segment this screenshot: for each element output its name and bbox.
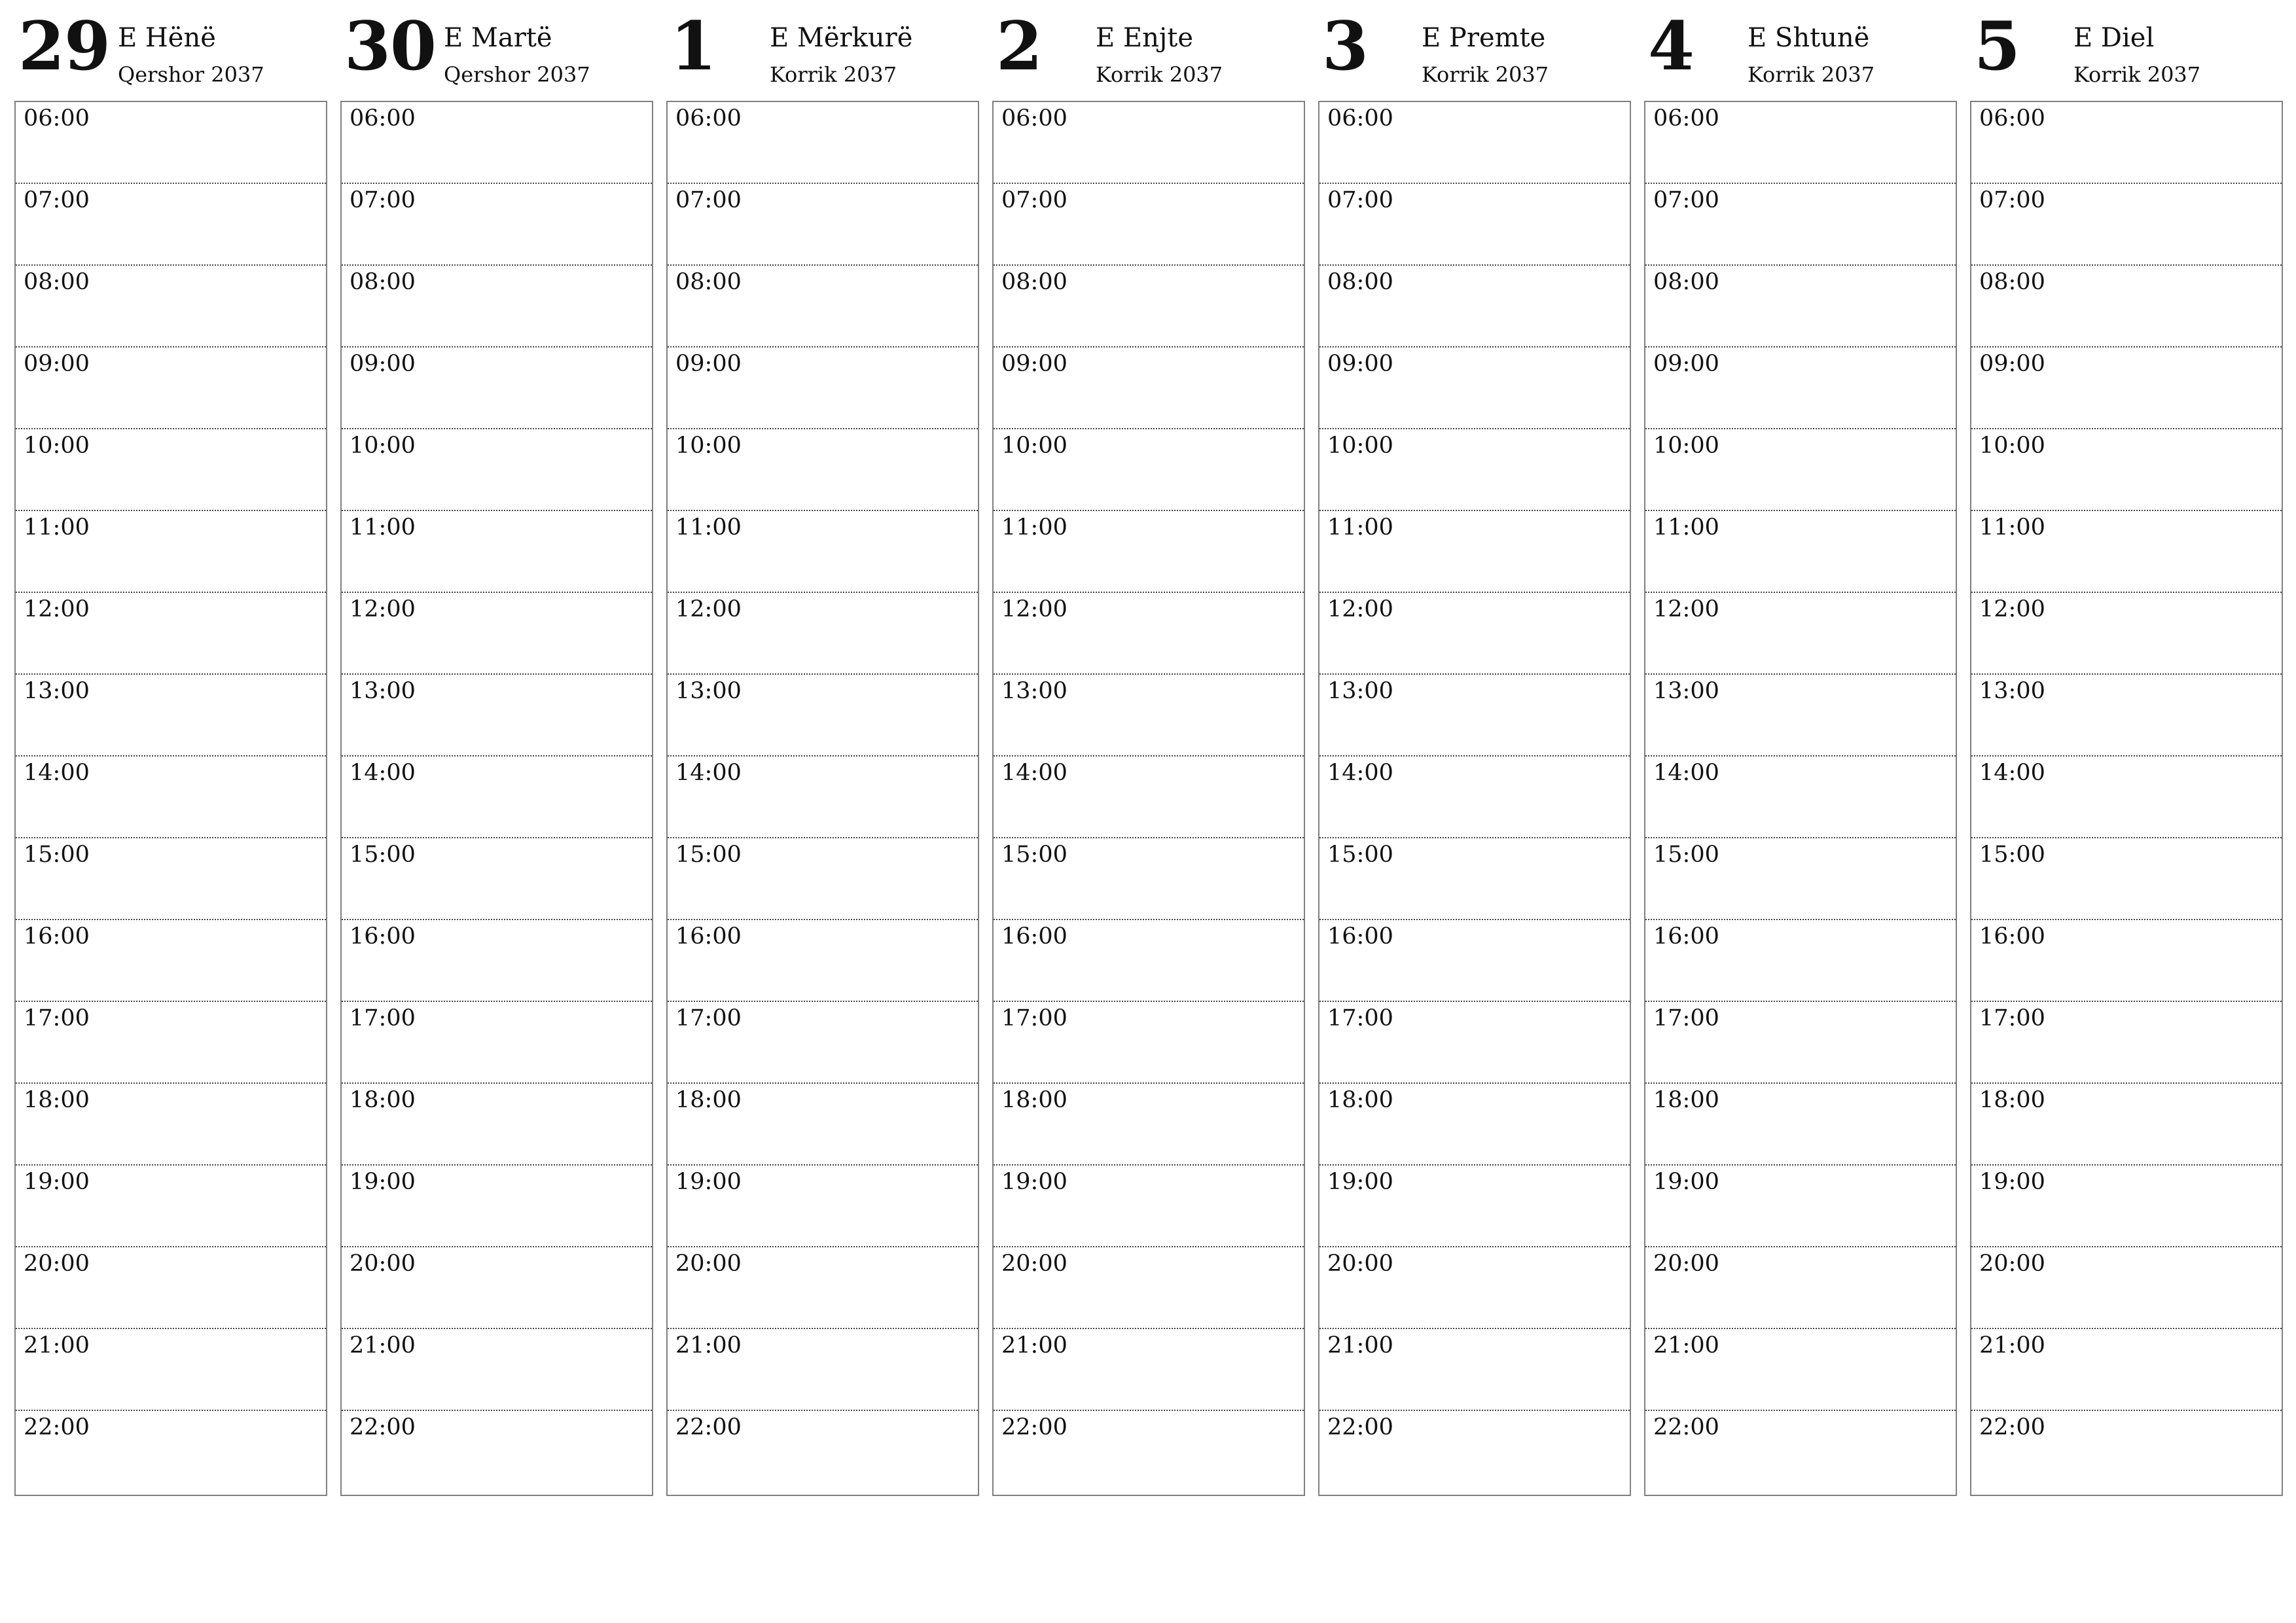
time-slot[interactable]	[16, 1166, 326, 1247]
time-label: 16:00	[1979, 923, 2045, 950]
time-slot[interactable]	[342, 838, 652, 920]
time-slot[interactable]	[1319, 184, 1630, 266]
time-slot[interactable]	[1645, 102, 1956, 184]
time-slot[interactable]	[1971, 348, 2282, 429]
time-slot[interactable]	[1319, 1329, 1630, 1411]
time-label: 12:00	[1979, 596, 2045, 622]
time-label: 09:00	[675, 351, 742, 377]
time-slot[interactable]	[16, 511, 326, 593]
time-slot[interactable]	[342, 675, 652, 757]
time-slot[interactable]	[1971, 1084, 2282, 1166]
time-slot[interactable]	[342, 757, 652, 838]
day-header	[14, 0, 327, 99]
time-label: 22:00	[675, 1414, 742, 1440]
schedule-box	[992, 101, 1305, 1496]
time-slot[interactable]	[16, 1084, 326, 1166]
time-slot[interactable]	[994, 348, 1304, 429]
time-slot[interactable]	[1645, 1411, 1956, 1493]
time-label: 06:00	[1979, 105, 2045, 132]
time-slot[interactable]	[342, 1002, 652, 1084]
time-label: 14:00	[675, 760, 742, 786]
time-slot[interactable]	[1645, 1247, 1956, 1329]
time-slot[interactable]	[668, 429, 978, 511]
time-slot[interactable]	[1971, 593, 2282, 675]
time-label: 15:00	[1653, 842, 1719, 868]
time-slot[interactable]	[1319, 1247, 1630, 1329]
time-label: 06:00	[24, 105, 90, 132]
time-slot[interactable]	[1971, 266, 2282, 348]
time-slot[interactable]	[994, 838, 1304, 920]
month-year: Korrik 2037	[1748, 62, 1875, 87]
time-slot[interactable]	[16, 675, 326, 757]
time-label: 18:00	[1001, 1087, 1067, 1113]
time-label: 20:00	[1327, 1251, 1393, 1277]
time-slot[interactable]	[994, 593, 1304, 675]
time-slot[interactable]	[342, 1411, 652, 1493]
time-slot[interactable]	[1645, 348, 1956, 429]
time-label: 15:00	[1327, 842, 1393, 868]
time-slot[interactable]	[1971, 838, 2282, 920]
day-column	[992, 0, 1305, 1440]
time-label: 14:00	[1327, 760, 1393, 786]
time-label: 10:00	[24, 433, 90, 459]
time-slot[interactable]	[1645, 429, 1956, 511]
time-label: 08:00	[24, 269, 90, 295]
schedule-box	[1644, 101, 1957, 1496]
time-slot[interactable]	[1319, 675, 1630, 757]
time-label: 20:00	[1653, 1251, 1719, 1277]
time-slot[interactable]	[342, 429, 652, 511]
day-header	[666, 0, 979, 99]
time-slot[interactable]	[1319, 838, 1630, 920]
time-label: 20:00	[24, 1251, 90, 1277]
time-slot[interactable]	[668, 920, 978, 1002]
time-label: 11:00	[1001, 514, 1067, 541]
time-label: 13:00	[24, 678, 90, 704]
time-label: 09:00	[1001, 351, 1067, 377]
time-slot[interactable]	[16, 1411, 326, 1493]
time-label: 15:00	[350, 842, 416, 868]
time-slot[interactable]	[994, 757, 1304, 838]
time-label: 17:00	[1001, 1005, 1067, 1031]
weekday-name: E Diel	[2073, 23, 2155, 53]
time-label: 10:00	[1653, 433, 1719, 459]
time-slot[interactable]	[668, 1247, 978, 1329]
time-slot[interactable]	[1319, 1002, 1630, 1084]
day-number: 2	[996, 7, 1042, 86]
day-column	[1970, 0, 2283, 1440]
time-slot[interactable]	[994, 266, 1304, 348]
time-label: 14:00	[350, 760, 416, 786]
schedule-box	[1970, 101, 2283, 1496]
day-header	[992, 0, 1305, 99]
time-slot[interactable]	[16, 429, 326, 511]
time-label: 17:00	[1653, 1005, 1719, 1031]
time-label: 13:00	[1001, 678, 1067, 704]
day-number: 3	[1322, 7, 1368, 86]
day-header	[1970, 0, 2283, 99]
time-slot[interactable]	[16, 102, 326, 184]
time-slot[interactable]	[16, 348, 326, 429]
time-label: 10:00	[1001, 433, 1067, 459]
time-slot[interactable]	[16, 593, 326, 675]
time-label: 19:00	[675, 1169, 742, 1195]
time-slot[interactable]	[1319, 102, 1630, 184]
time-label: 10:00	[675, 433, 742, 459]
time-slot[interactable]	[342, 1166, 652, 1247]
time-slot[interactable]	[668, 1329, 978, 1411]
time-label: 13:00	[1327, 678, 1393, 704]
time-label: 19:00	[350, 1169, 416, 1195]
time-slot[interactable]	[16, 184, 326, 266]
time-label: 07:00	[1327, 187, 1393, 213]
time-label: 12:00	[1001, 596, 1067, 622]
time-slot[interactable]	[342, 1247, 652, 1329]
time-slot[interactable]	[1971, 1002, 2282, 1084]
time-label: 07:00	[1979, 187, 2045, 213]
time-label: 14:00	[1979, 760, 2045, 786]
time-slot[interactable]	[1645, 593, 1956, 675]
time-slot[interactable]	[668, 675, 978, 757]
time-label: 09:00	[1653, 351, 1719, 377]
time-slot[interactable]	[342, 184, 652, 266]
time-label: 20:00	[675, 1251, 742, 1277]
time-label: 07:00	[675, 187, 742, 213]
time-slot[interactable]	[1645, 920, 1956, 1002]
time-slot[interactable]	[1971, 102, 2282, 184]
time-label: 17:00	[24, 1005, 90, 1031]
time-label: 11:00	[24, 514, 90, 541]
time-label: 15:00	[1001, 842, 1067, 868]
time-label: 09:00	[1327, 351, 1393, 377]
time-label: 06:00	[675, 105, 742, 132]
month-year: Qershor 2037	[444, 62, 590, 87]
time-slot[interactable]	[1319, 1084, 1630, 1166]
time-slot[interactable]	[994, 920, 1304, 1002]
time-label: 06:00	[350, 105, 416, 132]
time-label: 08:00	[1979, 269, 2045, 295]
month-year: Korrik 2037	[2073, 62, 2201, 87]
time-label: 18:00	[1653, 1087, 1719, 1113]
time-label: 12:00	[675, 596, 742, 622]
time-label: 22:00	[1327, 1414, 1393, 1440]
time-label: 16:00	[350, 923, 416, 950]
time-label: 20:00	[350, 1251, 416, 1277]
time-label: 21:00	[1653, 1332, 1719, 1359]
time-label: 22:00	[1979, 1414, 2045, 1440]
time-slot[interactable]	[342, 920, 652, 1002]
day-column	[340, 0, 653, 1440]
time-label: 21:00	[1327, 1332, 1393, 1359]
time-label: 15:00	[1979, 842, 2045, 868]
time-slot[interactable]	[668, 184, 978, 266]
time-label: 21:00	[24, 1332, 90, 1359]
time-slot[interactable]	[994, 1247, 1304, 1329]
month-year: Korrik 2037	[1096, 62, 1223, 87]
time-label: 12:00	[350, 596, 416, 622]
time-slot[interactable]	[1645, 1329, 1956, 1411]
time-label: 11:00	[675, 514, 742, 541]
time-slot[interactable]	[1645, 675, 1956, 757]
time-label: 10:00	[1979, 433, 2045, 459]
time-label: 12:00	[24, 596, 90, 622]
time-slot[interactable]	[994, 675, 1304, 757]
time-label: 13:00	[1979, 678, 2045, 704]
time-label: 21:00	[1001, 1332, 1067, 1359]
time-slot[interactable]	[668, 1411, 978, 1493]
time-label: 21:00	[1979, 1332, 2045, 1359]
time-slot[interactable]	[342, 348, 652, 429]
month-year: Korrik 2037	[1422, 62, 1549, 87]
time-slot[interactable]	[1319, 348, 1630, 429]
day-header	[1318, 0, 1631, 99]
time-label: 16:00	[24, 923, 90, 950]
time-slot[interactable]	[994, 511, 1304, 593]
time-slot[interactable]	[1971, 1247, 2282, 1329]
time-label: 20:00	[1001, 1251, 1067, 1277]
time-slot[interactable]	[1971, 429, 2282, 511]
time-label: 06:00	[1001, 105, 1067, 132]
time-slot[interactable]	[668, 102, 978, 184]
time-label: 18:00	[350, 1087, 416, 1113]
time-label: 21:00	[350, 1332, 416, 1359]
time-label: 13:00	[350, 678, 416, 704]
time-label: 14:00	[24, 760, 90, 786]
time-slot[interactable]	[1971, 511, 2282, 593]
time-label: 19:00	[1001, 1169, 1067, 1195]
time-slot[interactable]	[1971, 675, 2282, 757]
time-label: 22:00	[1001, 1414, 1067, 1440]
time-label: 19:00	[24, 1169, 90, 1195]
time-label: 16:00	[675, 923, 742, 950]
time-label: 06:00	[1327, 105, 1393, 132]
time-slot[interactable]	[1319, 920, 1630, 1002]
time-slot[interactable]	[1645, 1166, 1956, 1247]
time-label: 17:00	[675, 1005, 742, 1031]
time-label: 19:00	[1327, 1169, 1393, 1195]
time-slot[interactable]	[994, 1329, 1304, 1411]
time-label: 08:00	[1653, 269, 1719, 295]
time-slot[interactable]	[342, 1084, 652, 1166]
time-label: 09:00	[350, 351, 416, 377]
time-label: 22:00	[24, 1414, 90, 1440]
time-label: 18:00	[675, 1087, 742, 1113]
time-slot[interactable]	[1319, 757, 1630, 838]
time-label: 08:00	[350, 269, 416, 295]
time-label: 09:00	[1979, 351, 2045, 377]
day-number: 1	[670, 7, 716, 86]
time-slot[interactable]	[668, 593, 978, 675]
time-label: 22:00	[350, 1414, 416, 1440]
time-label: 08:00	[675, 269, 742, 295]
time-label: 09:00	[24, 351, 90, 377]
time-label: 18:00	[1327, 1087, 1393, 1113]
time-slot[interactable]	[994, 102, 1304, 184]
time-slot[interactable]	[1319, 511, 1630, 593]
time-slot[interactable]	[994, 1084, 1304, 1166]
weekday-name: E Enjte	[1096, 23, 1194, 53]
weekday-name: E Premte	[1422, 23, 1546, 53]
time-slot[interactable]	[16, 1329, 326, 1411]
time-slot[interactable]	[16, 920, 326, 1002]
day-header	[1644, 0, 1957, 99]
day-column	[14, 0, 327, 1440]
time-slot[interactable]	[668, 511, 978, 593]
time-slot[interactable]	[342, 593, 652, 675]
time-label: 13:00	[675, 678, 742, 704]
time-label: 07:00	[1001, 187, 1067, 213]
time-slot[interactable]	[1971, 920, 2282, 1002]
schedule-box	[340, 101, 653, 1496]
time-label: 11:00	[1327, 514, 1393, 541]
day-number: 5	[1974, 7, 2020, 86]
time-label: 22:00	[1653, 1414, 1719, 1440]
day-column	[1644, 0, 1957, 1440]
time-slot[interactable]	[1319, 266, 1630, 348]
time-label: 16:00	[1001, 923, 1067, 950]
time-label: 11:00	[1653, 514, 1719, 541]
time-slot[interactable]	[16, 838, 326, 920]
month-year: Qershor 2037	[118, 62, 264, 87]
time-slot[interactable]	[16, 266, 326, 348]
time-slot[interactable]	[16, 1002, 326, 1084]
time-slot[interactable]	[668, 266, 978, 348]
time-label: 10:00	[350, 433, 416, 459]
time-slot[interactable]	[1319, 1411, 1630, 1493]
time-slot[interactable]	[1645, 184, 1956, 266]
time-slot[interactable]	[1645, 511, 1956, 593]
time-label: 20:00	[1979, 1251, 2045, 1277]
time-slot[interactable]	[16, 1247, 326, 1329]
time-slot[interactable]	[994, 1411, 1304, 1493]
time-label: 07:00	[1653, 187, 1719, 213]
time-slot[interactable]	[342, 1329, 652, 1411]
time-slot[interactable]	[668, 1084, 978, 1166]
month-year: Korrik 2037	[770, 62, 897, 87]
time-slot[interactable]	[1645, 1084, 1956, 1166]
time-label: 15:00	[675, 842, 742, 868]
time-slot[interactable]	[1645, 838, 1956, 920]
weekday-name: E Shtunë	[1748, 23, 1870, 53]
time-slot[interactable]	[1645, 757, 1956, 838]
time-slot[interactable]	[668, 348, 978, 429]
weekday-name: E Hënë	[118, 23, 216, 53]
time-label: 14:00	[1653, 760, 1719, 786]
time-slot[interactable]	[342, 511, 652, 593]
time-slot[interactable]	[668, 1002, 978, 1084]
day-column	[1318, 0, 1631, 1440]
time-label: 17:00	[1979, 1005, 2045, 1031]
time-label: 15:00	[24, 842, 90, 868]
time-label: 17:00	[1327, 1005, 1393, 1031]
time-label: 10:00	[1327, 433, 1393, 459]
day-number: 29	[18, 7, 110, 86]
time-label: 16:00	[1327, 923, 1393, 950]
weekday-name: E Martë	[444, 23, 552, 53]
time-label: 11:00	[1979, 514, 2045, 541]
time-slot[interactable]	[1319, 593, 1630, 675]
time-label: 18:00	[24, 1087, 90, 1113]
time-label: 14:00	[1001, 760, 1067, 786]
time-slot[interactable]	[1319, 1166, 1630, 1247]
time-slot[interactable]	[994, 184, 1304, 266]
schedule-box	[666, 101, 979, 1496]
day-column	[666, 0, 979, 1440]
time-slot[interactable]	[1971, 1329, 2282, 1411]
time-label: 19:00	[1653, 1169, 1719, 1195]
time-slot[interactable]	[1645, 266, 1956, 348]
time-slot[interactable]	[668, 757, 978, 838]
time-label: 12:00	[1653, 596, 1719, 622]
weekday-name: E Mërkurë	[770, 23, 913, 53]
time-label: 17:00	[350, 1005, 416, 1031]
time-slot[interactable]	[994, 1002, 1304, 1084]
time-label: 21:00	[675, 1332, 742, 1359]
time-label: 08:00	[1327, 269, 1393, 295]
time-slot[interactable]	[1971, 757, 2282, 838]
time-slot[interactable]	[342, 266, 652, 348]
time-slot[interactable]	[1319, 429, 1630, 511]
time-slot[interactable]	[668, 838, 978, 920]
time-label: 07:00	[350, 187, 416, 213]
time-slot[interactable]	[1645, 1002, 1956, 1084]
time-label: 07:00	[24, 187, 90, 213]
time-slot[interactable]	[668, 1166, 978, 1247]
day-number: 30	[344, 7, 436, 86]
time-label: 16:00	[1653, 923, 1719, 950]
time-slot[interactable]	[1971, 184, 2282, 266]
time-slot[interactable]	[1971, 1166, 2282, 1247]
schedule-box	[14, 101, 327, 1496]
time-label: 19:00	[1979, 1169, 2045, 1195]
time-slot[interactable]	[994, 429, 1304, 511]
time-label: 11:00	[350, 514, 416, 541]
day-number: 4	[1648, 7, 1694, 86]
time-label: 13:00	[1653, 678, 1719, 704]
time-slot[interactable]	[342, 102, 652, 184]
time-label: 12:00	[1327, 596, 1393, 622]
time-label: 08:00	[1001, 269, 1067, 295]
time-label: 18:00	[1979, 1087, 2045, 1113]
time-slot[interactable]	[1971, 1411, 2282, 1493]
day-header	[340, 0, 653, 99]
time-slot[interactable]	[994, 1166, 1304, 1247]
time-slot[interactable]	[16, 757, 326, 838]
schedule-box	[1318, 101, 1631, 1496]
time-label: 06:00	[1653, 105, 1719, 132]
